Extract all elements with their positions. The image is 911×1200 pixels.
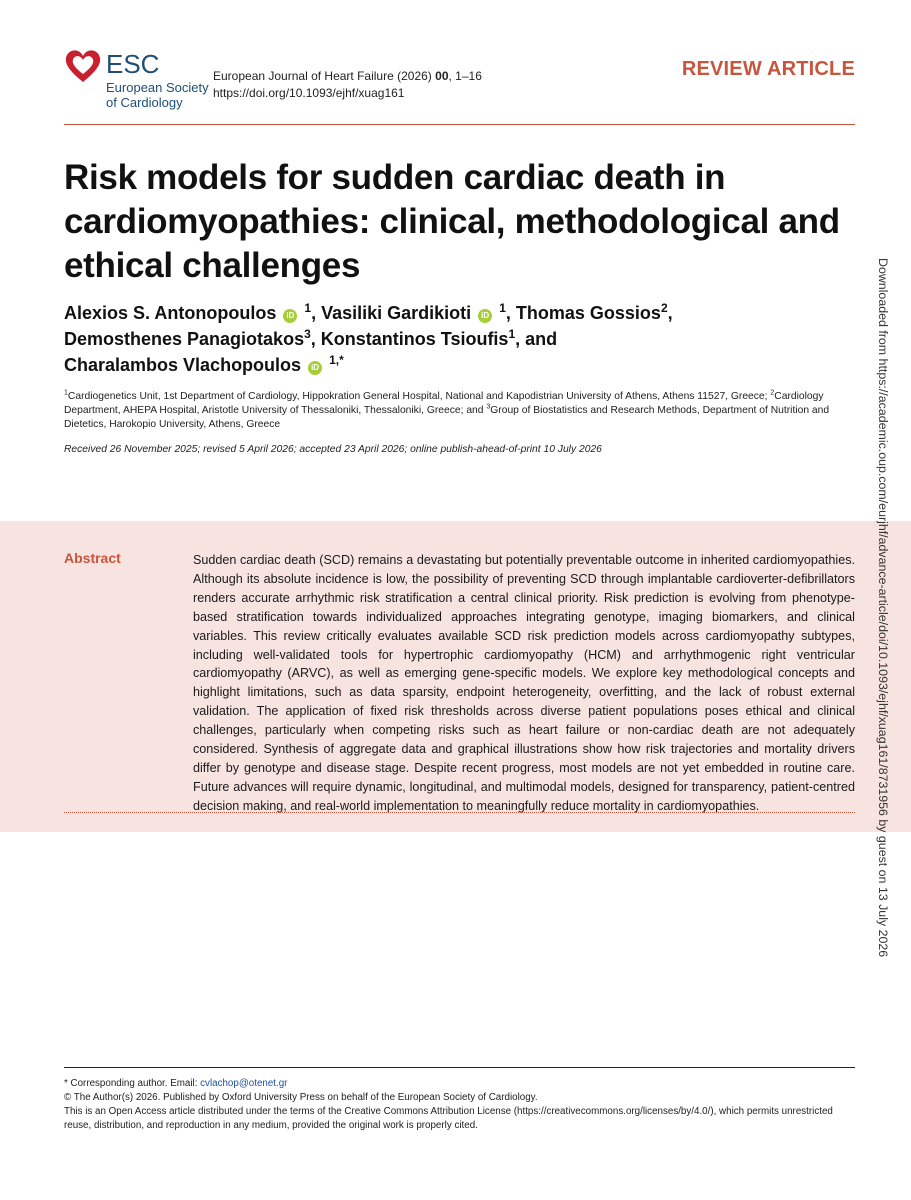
journal-pages: , 1–16 [448, 69, 482, 83]
author-entry [321, 303, 516, 323]
author-entry [64, 303, 321, 323]
logo-line-2: of Cardiology [106, 95, 183, 110]
affiliation-text: Cardiogenetics Unit, 1st Department of Cardiology, Hippokration General Hospital, National and Kapodistrian University of Athens, Athens 11527, Greece; [67, 391, 771, 402]
affiliation-number: 2 [770, 389, 775, 397]
author-affiliation-marker: 2 [660, 301, 668, 315]
author-name: Alexios S. Antonopoulos [64, 303, 277, 323]
heart-logo-icon [64, 48, 102, 84]
orcid-icon[interactable]: iD [478, 309, 492, 323]
license-note: This is an Open Access article distributed under the terms of the Creative Commons Attribution License (https://creativecommons.org/licenses/by/4.0/), which permits unrestricted reuse, distribution, and reproduction in any medium, provided the original work is properly cited. [64, 1106, 833, 1131]
affiliation-text: Cardiology Department, AHEPA Hospital, Aristotle University of Thessaloniki, Thessaloniki, Greece; and [64, 391, 824, 416]
journal-volume: 00 [435, 69, 449, 83]
author-affiliation-marker: 1 [304, 301, 312, 315]
author-name: Charalambos Vlachopoulos [64, 355, 302, 375]
header-divider [64, 124, 855, 125]
author-affiliation-marker: 3 [304, 327, 311, 341]
article-type-label: REVIEW ARTICLE [681, 58, 855, 80]
author-name: Demosthenes Panagiotakos [64, 329, 305, 349]
abstract-label: Abstract [64, 550, 121, 566]
author-name: Vasiliki Gardikioti [321, 303, 472, 323]
logo-society-name [106, 80, 209, 110]
abstract-divider [64, 812, 855, 813]
author-affiliation-marker: 1 [508, 327, 516, 341]
abstract-text: Sudden cardiac death (SCD) remains a devastating but potentially preventable outcome in inherited cardiomyopathies. Although its absolute incidence is low, the possibility of preventing SCD through implantable cardioverter-defibrillators renders accurate arrhythmic risk stratification a central clinical priority. Risk prediction is evolving from phenotype-based stratification towards individualized approaches integrating genotype, imaging biomarkers, and clinical variables. This review critically evaluates available SCD risk prediction models across cardiomyopathy subtypes, including well-validated tools for hypertrophic cardiomyopathy (HCM) and arrhythmogenic right ventricular cardiomyopathy (ARVC), as well as emerging gene-specific models. We explore key methodological concepts and highlight limitations, such as data sparsity, endpoint heterogeneity, overfitting, and the lack of robust external validation. The application of fixed risk thresholds across diverse patient populations poses ethical and clinical challenges, particularly when competing risks such as heart failure or non-cardiac death are not adequately considered. Synthesis of aggregate data and graphical illustrations show how risk trajectories and mortality drivers differ by genotype and disease stage. Despite recent progress, most models are not yet embedded in routine care. Future advances will require dynamic, longitudinal, and multimodal models, designed for transparency, patient-centred decision making, and real-world implementation to meaningfully reduce mortality in cardiomyopathies. [193, 553, 855, 813]
affiliation-text: Group of Biostatistics and Research Methods, Department of Nutrition and Dietetics, Harokopio University, Athens, Greece [64, 405, 830, 430]
copyright-note: © The Author(s) 2026. Published by Oxford University Press on behalf of the European Society of Cardiology. [64, 1092, 538, 1103]
author-name: Konstantinos Tsioufis [320, 329, 509, 349]
orcid-icon[interactable]: iD [308, 361, 322, 375]
author-separator: , [505, 303, 516, 323]
corresponding-author-note [64, 1077, 855, 1091]
received-dates: Received 26 November 2025; revised 5 April 2026; accepted 23 April 2026; online publish-ahead-of-print 10 July 2026 [64, 444, 602, 455]
author-separator: , [310, 329, 321, 349]
author-separator: , [667, 303, 673, 323]
affiliation-number: 3 [486, 403, 491, 411]
footnotes [64, 1077, 855, 1133]
author-separator: , [311, 303, 322, 323]
author-entry [321, 329, 557, 349]
author-affiliation-marker: 1,* [329, 353, 344, 367]
article-title: Risk models for sudden cardiac death in cardiomyopathies: clinical, methodological and ethical challenges [64, 158, 840, 285]
author-separator: , and [515, 329, 558, 349]
journal-name-year: European Journal of Heart Failure (2026) [213, 69, 432, 83]
journal-info [213, 68, 482, 102]
corresponding-prefix: * Corresponding author. Email: [64, 1078, 201, 1089]
author-entry [64, 355, 344, 375]
orcid-icon[interactable]: iD [283, 309, 297, 323]
author-name: Thomas Gossios [515, 303, 661, 323]
journal-citation [213, 68, 482, 85]
journal-doi[interactable]: https://doi.org/10.1093/ejhf/xuag161 [213, 86, 405, 100]
author-list [64, 300, 854, 378]
download-side-note: Downloaded from https://academic.oup.com/eurjhf/advance-article/doi/10.1093/ejhf/xuag161/8731956 by guest on 13 July 2026 [876, 258, 890, 958]
logo-line-1: European Society [106, 80, 209, 95]
corresponding-email-link[interactable]: cvlachop@otenet.gr [200, 1078, 288, 1089]
author-entry [516, 303, 673, 323]
footer-divider [64, 1067, 855, 1068]
affiliation-number: 1 [64, 389, 68, 397]
author-affiliation-marker: 1 [499, 301, 506, 315]
logo-abbreviation: ESC [106, 49, 160, 79]
affiliations [64, 390, 856, 432]
author-entry [64, 329, 321, 349]
